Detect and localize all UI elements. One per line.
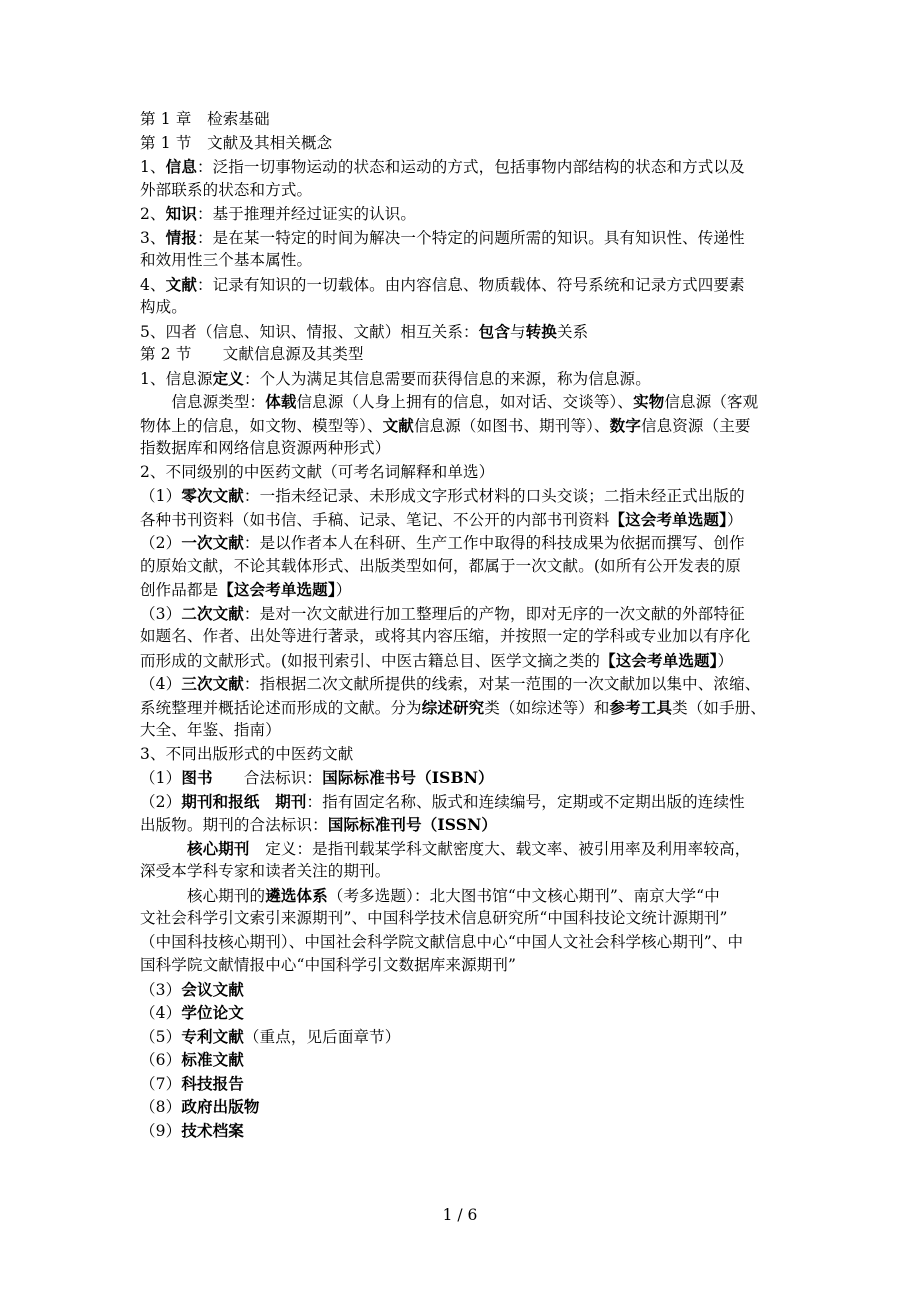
text-run: 物体上的信息，如文物、模型等）、 [140, 416, 383, 435]
text-line [140, 108, 790, 132]
text-run: 第 1 节 文献及其相关概念 [140, 133, 333, 152]
text-run: 出版物。期刊的合法标识： [140, 816, 328, 834]
text-run: 定义：是指刊载某学科文献密度大、载文率、被引用率及利用率较高， [249, 839, 751, 858]
text-run: 信息源（客观 [664, 393, 759, 411]
text-run: （考多选题）：北大图书馆“中文核心期刊”、南京大学“中 [327, 886, 720, 905]
text-line [140, 202, 790, 226]
bold-term: 数字 [609, 415, 641, 435]
text-run: ：一指未经记录、未形成文字形式材料的口头交谈；二指未经正式出版的 [243, 487, 745, 505]
text-run: 和效用性三个基本属性。 [140, 251, 313, 269]
text-line [140, 155, 790, 179]
text-run: 国科学院文献情报中心“中国科学引文数据库来源期刊” [140, 956, 517, 974]
page-number: 1 / 6 [442, 1206, 478, 1224]
text-run: 类（如手册、 [672, 698, 767, 717]
text-run: ：是在某一特定的时间为解决一个特定的问题所需的知识。具有知识性、传递性 [196, 228, 745, 247]
bold-term: 实物 [633, 392, 665, 411]
text-run: 指数据库和网络信息资源两种形式） [140, 439, 391, 457]
text-line [140, 531, 790, 555]
bold-term: 转换 [525, 321, 557, 341]
bold-term: 情报 [165, 227, 197, 247]
bold-term: 【这会考单选题】 [609, 509, 727, 529]
text-line [140, 367, 790, 391]
text-run: 第 2 节 文献信息源及其类型 [140, 345, 364, 363]
text-run: 信息源（人身上拥有的信息，如对话、交谈等）、 [296, 393, 634, 411]
text-run: 5、四者（信息、知识、情报、文献）相互关系： [140, 322, 479, 341]
bold-term: 期刊 [275, 791, 307, 811]
bold-term: 期刊和报纸 [181, 791, 260, 811]
text-run: ：基于推理并经过证实的认识。 [196, 205, 417, 223]
bold-term: 二次文献 [181, 603, 244, 623]
text-line [140, 672, 790, 696]
text-line [140, 1025, 790, 1049]
text-run: ：是对一次文献进行加工整理后的产物，即对无序的一次文献的外部特征 [243, 604, 745, 623]
text-run: （2） [140, 792, 182, 811]
bold-term: 国际标准书号（ISBN） [322, 768, 494, 787]
text-run: 1、信息源 [140, 369, 213, 388]
text-run: （4） [140, 1004, 182, 1022]
bold-term: 三次文献 [181, 674, 244, 693]
text-line [140, 1001, 790, 1025]
text-run: ：是以作者本人在科研、生产工作中取得的科技成果为依据而撰写、创作 [243, 534, 745, 552]
text-line [140, 343, 790, 367]
text-run: ：指有固定名称、版式和连续编号，定期或不定期出版的连续性 [306, 792, 745, 811]
text-run: （5） [140, 1027, 182, 1046]
text-run: （3） [140, 604, 182, 623]
text-line [140, 484, 790, 508]
text-line [140, 132, 790, 156]
text-line [140, 884, 790, 908]
bold-term: 国际标准刊号（ISSN） [327, 815, 498, 834]
text-run: 信息源类型： [140, 393, 266, 411]
bold-term: 专利文献 [181, 1026, 244, 1046]
bold-term: 政府出版物 [181, 1097, 260, 1116]
text-line [140, 1048, 790, 1072]
bold-term: 学位论文 [181, 1003, 244, 1022]
text-line [140, 696, 790, 720]
text-run: 2、不同级别的中医药文献（可考名词解释和单选） [140, 462, 495, 481]
text-line [140, 978, 790, 1002]
text-line [140, 296, 790, 320]
text-run: ：指根据二次文献所提供的线索，对某一范围的一次文献加以集中、浓缩、 [243, 675, 761, 693]
text-line [140, 649, 790, 673]
text-line [140, 954, 790, 978]
text-line [140, 1095, 790, 1119]
text-run: （1） [140, 769, 182, 787]
text-run: 系统整理并概括论述而形成的文献。分为 [140, 698, 422, 717]
bold-term: 定义 [212, 368, 244, 388]
bold-term: 知识 [165, 204, 197, 223]
text-run: （3） [140, 980, 182, 999]
text-line [140, 1072, 790, 1096]
text-run: 如题名、作者、出处等进行著录，或将其内容压缩，并按照一定的学科或专业加以有序化 [140, 627, 751, 645]
text-line [140, 860, 790, 884]
bold-term: 综述研究 [421, 697, 485, 717]
bold-term: 包含 [478, 321, 510, 341]
text-line [140, 766, 790, 790]
text-line [140, 813, 790, 837]
text-line [140, 249, 790, 273]
bold-term: 核心期刊 [186, 838, 250, 858]
text-line [140, 179, 790, 203]
bold-term: 标准文献 [181, 1050, 244, 1069]
text-line [140, 719, 790, 743]
text-run: （9） [140, 1121, 182, 1140]
bold-term: 文献 [382, 415, 414, 435]
text-run: ） [717, 651, 734, 670]
text-run: 类（如综述等）和 [484, 698, 610, 717]
text-run: （4） [140, 675, 182, 693]
text-line [140, 578, 790, 602]
text-line [140, 625, 790, 649]
text-run: 4、 [140, 275, 166, 294]
text-run [260, 793, 276, 811]
document-body [140, 108, 790, 1142]
text-run: 文社会科学引文索引来源期刊”、中国科学技术信息研究所“中国科技论文统计源期刊” [140, 909, 728, 927]
text-run: （2） [140, 534, 182, 552]
bold-term: 一次文献 [181, 533, 244, 552]
text-line [140, 273, 790, 297]
text-run [140, 840, 187, 858]
text-run: ：泛指一切事物运动的状态和运动的方式，包括事物内部结构的状态和方式以及 [196, 158, 745, 176]
bold-term: 【这会考单选题】 [218, 580, 336, 599]
text-run: 外部联系的状态和方式。 [140, 180, 313, 199]
text-run: 构成。 [140, 298, 187, 316]
bold-term: 【这会考单选题】 [600, 650, 718, 670]
text-run: 各种书刊资料（如书信、手稿、记录、笔记、不公开的内部书刊资料 [140, 510, 610, 529]
text-run: 关系 [556, 322, 589, 341]
text-run: 3、 [140, 228, 166, 247]
text-line [140, 226, 790, 250]
text-run: 而形成的文献形式。(如报刊索引、中医古籍总目、医学文摘之类的 [140, 651, 601, 670]
text-line [140, 602, 790, 626]
bold-term: 信息 [165, 157, 197, 176]
bold-term: 图书 [181, 768, 213, 787]
text-line [140, 1119, 790, 1143]
text-line [140, 907, 790, 931]
text-run: （6） [140, 1051, 182, 1069]
bold-term: 文献 [165, 274, 197, 294]
text-line [140, 743, 790, 767]
bold-term: 参考工具 [609, 697, 673, 717]
bold-term: 科技报告 [181, 1073, 244, 1093]
text-run: 创作品都是 [140, 581, 219, 599]
text-run: 第 1 章 检索基础 [140, 110, 270, 128]
text-run: 信息资源（主要 [640, 416, 751, 435]
bold-term: 会议文献 [181, 979, 244, 999]
text-run: 与 [509, 322, 526, 341]
text-run: ） [335, 581, 352, 599]
text-run: 的原始文献，不论其载体形式、出版类型如何，都属于一次文献。(如所有公开发表的原 [140, 556, 741, 575]
text-line [140, 931, 790, 955]
text-line [140, 320, 790, 344]
bold-term: 零次文献 [181, 486, 244, 505]
text-line [140, 790, 790, 814]
text-run: ：记录有知识的一切载体。由内容信息、物质载体、符号系统和记录方式四要素 [196, 275, 745, 294]
text-line [140, 837, 790, 861]
bold-term: 遴选体系 [265, 885, 328, 905]
text-run: 核心期刊的 [140, 886, 266, 905]
text-run: 深受本学科专家和读者关注的期刊。 [140, 862, 391, 880]
text-line [140, 437, 790, 461]
text-run: 2、 [140, 205, 166, 223]
text-run: 3、不同出版形式的中医药文献 [140, 744, 354, 763]
text-run: 信息源（如图书、期刊等）、 [413, 416, 610, 435]
text-line [140, 414, 790, 438]
text-run: 大全、年鉴、指南） [140, 721, 281, 739]
text-run: （8） [140, 1098, 182, 1116]
text-run: 合法标识： [212, 769, 323, 787]
text-run: （中国科技核心期刊）、中国社会科学院文献信息中心“中国人文社会科学核心期刊”、中 [140, 932, 744, 951]
text-line [140, 508, 790, 532]
text-run: 1、 [140, 158, 166, 176]
bold-term: 体载 [265, 392, 297, 411]
text-run: ） [726, 510, 743, 529]
text-run: （7） [140, 1074, 182, 1093]
text-run: （重点，见后面章节） [243, 1027, 401, 1046]
text-line [140, 390, 790, 414]
text-run: ：个人为满足其信息需要而获得信息的来源，称为信息源。 [243, 369, 651, 388]
text-line [140, 461, 790, 485]
text-line [140, 555, 790, 579]
text-run: （1） [140, 487, 182, 505]
bold-term: 技术档案 [181, 1120, 244, 1140]
